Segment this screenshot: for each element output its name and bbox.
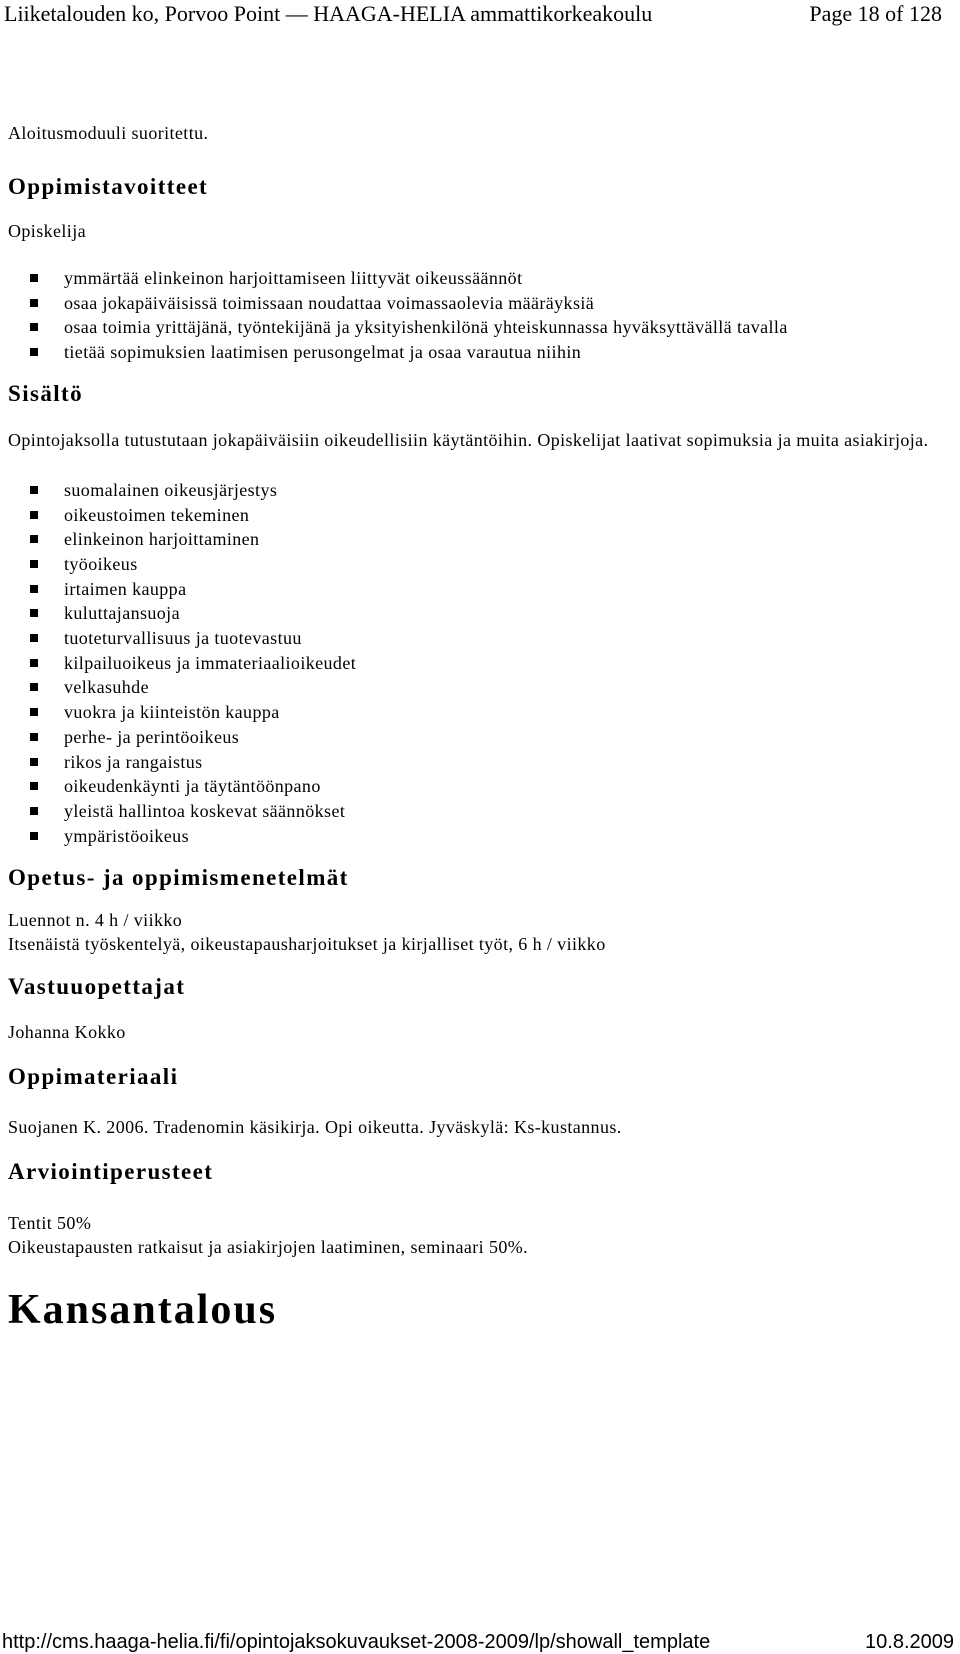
- topic-list-item: [64, 527, 948, 552]
- square-bullet-icon: [30, 634, 38, 642]
- topic-list-item: [64, 552, 948, 577]
- list-item-text: oikeustoimen tekeminen: [64, 504, 250, 525]
- list-item-text: osaa toimia yrittäjänä, työntekijänä ja yksityishenkilönä yhteiskunnassa hyväksyttävällä tavalla: [64, 317, 788, 338]
- topic-list-item: [64, 675, 948, 700]
- square-bullet-icon: [30, 758, 38, 766]
- goal-list-item: [64, 266, 948, 291]
- topic-list-item: [64, 577, 948, 602]
- list-item-text: perhe- ja perintöoikeus: [64, 726, 240, 747]
- heading-oppimateriaali: Oppimateriaali: [8, 1064, 179, 1090]
- heading-kansantalous: Kansantalous: [8, 1287, 278, 1334]
- footer-url: http://cms.haaga-helia.fi/fi/opintojaksokuvaukset-2008-2009/lp/showall_template: [2, 1631, 711, 1653]
- topic-list-item: [64, 626, 948, 651]
- square-bullet-icon: [30, 733, 38, 741]
- oppimistavoitteet-lead: Opiskelija: [8, 221, 86, 241]
- square-bullet-icon: [30, 832, 38, 840]
- square-bullet-icon: [30, 609, 38, 617]
- list-item-text: ymmärtää elinkeinon harjoittamiseen liittyvät oikeussäännöt: [64, 268, 523, 288]
- topic-list-item: [64, 824, 948, 849]
- square-bullet-icon: [30, 299, 38, 307]
- topic-list-item: [64, 725, 948, 750]
- square-bullet-icon: [30, 274, 38, 282]
- topic-list-item: [64, 601, 948, 626]
- list-item-text: irtaimen kauppa: [64, 578, 187, 599]
- square-bullet-icon: [30, 323, 38, 331]
- list-item-text: oikeudenkäynti ja täytäntöönpano: [64, 776, 321, 797]
- list-item-text: tuoteturvallisuus ja tuotevastuu: [64, 628, 302, 649]
- list-item-text: vuokra ja kiinteistön kauppa: [64, 702, 280, 723]
- list-item-text: tietää sopimuksien laatimisen perusongelmat ja osaa varautua niihin: [64, 342, 582, 363]
- heading-opetus: Opetus- ja oppimismenetelmät: [8, 865, 349, 891]
- goal-list-item: [64, 315, 948, 340]
- list-item-text: rikos ja rangaistus: [64, 751, 203, 772]
- list-item-text: yleistä hallintoa koskevat säännökset: [64, 800, 346, 821]
- sisalto-text: Opintojaksolla tutustutaan jokapäiväisiin oikeudellisiin käytäntöihin. Opiskelijat laativat sopimuksia ja muita asiakirjoja.: [8, 429, 929, 450]
- list-item-text: työoikeus: [64, 553, 138, 574]
- square-bullet-icon: [30, 486, 38, 494]
- footer-date: 10.8.2009: [865, 1631, 954, 1653]
- arviointi-line-1: Tentit 50%: [8, 1213, 92, 1234]
- square-bullet-icon: [30, 560, 38, 568]
- teacher-name: Johanna Kokko: [8, 1022, 126, 1043]
- list-item-text: elinkeinon harjoittaminen: [64, 529, 260, 550]
- topic-list-item: [64, 700, 948, 725]
- heading-oppimistavoitteet: Oppimistavoitteet: [8, 174, 209, 199]
- topic-list-item: [64, 503, 948, 528]
- opetus-line-1: Luennot n. 4 h / viikko: [8, 910, 183, 931]
- page-header: [4, 0, 956, 28]
- topic-list-item: [64, 750, 948, 775]
- heading-arviointi: Arviointiperusteet: [8, 1159, 214, 1185]
- goal-list-item: [64, 340, 948, 365]
- list-item-text: osaa jokapäiväisissä toimissaan noudattaa voimassaolevia määräyksiä: [64, 292, 595, 313]
- square-bullet-icon: [30, 782, 38, 790]
- square-bullet-icon: [30, 807, 38, 815]
- list-item-text: ympäristöoikeus: [64, 825, 189, 846]
- topic-list-item: [64, 478, 948, 503]
- page-number: Page 18 of 128: [809, 1, 942, 26]
- heading-vastuuopettajat: Vastuuopettajat: [8, 974, 186, 1000]
- square-bullet-icon: [30, 535, 38, 543]
- topic-list-item: [64, 651, 948, 676]
- goal-list-item: [64, 291, 948, 316]
- list-item-text: kuluttajansuoja: [64, 603, 180, 624]
- list-item-text: kilpailuoikeus ja immateriaalioikeudet: [64, 652, 357, 673]
- square-bullet-icon: [30, 511, 38, 519]
- list-item-text: suomalainen oikeusjärjestys: [64, 479, 278, 500]
- square-bullet-icon: [30, 659, 38, 667]
- heading-sisalto: Sisältö: [8, 380, 83, 406]
- opetus-line-2: Itsenäistä työskentelyä, oikeustapausharjoitukset ja kirjalliset työt, 6 h / viikko: [8, 934, 606, 955]
- topic-list-item: [64, 799, 948, 824]
- topics-list: [8, 478, 948, 849]
- goals-list: [8, 266, 948, 365]
- square-bullet-icon: [30, 585, 38, 593]
- header-title: Liiketalouden ko, Porvoo Point — HAAGA-HELIA ammattikorkeakoulu: [4, 1, 653, 26]
- intro-text: Aloitusmoduuli suoritettu.: [8, 123, 209, 143]
- material-text: Suojanen K. 2006. Tradenomin käsikirja. Opi oikeutta. Jyväskylä: Ks-kustannus.: [8, 1117, 622, 1138]
- topic-list-item: [64, 774, 948, 799]
- square-bullet-icon: [30, 683, 38, 691]
- square-bullet-icon: [30, 348, 38, 356]
- square-bullet-icon: [30, 708, 38, 716]
- list-item-text: velkasuhde: [64, 677, 149, 698]
- page-footer: [0, 1630, 960, 1654]
- arviointi-line-2: Oikeustapausten ratkaisut ja asiakirjojen laatiminen, seminaari 50%.: [8, 1237, 529, 1258]
- document-body: [8, 121, 948, 1335]
